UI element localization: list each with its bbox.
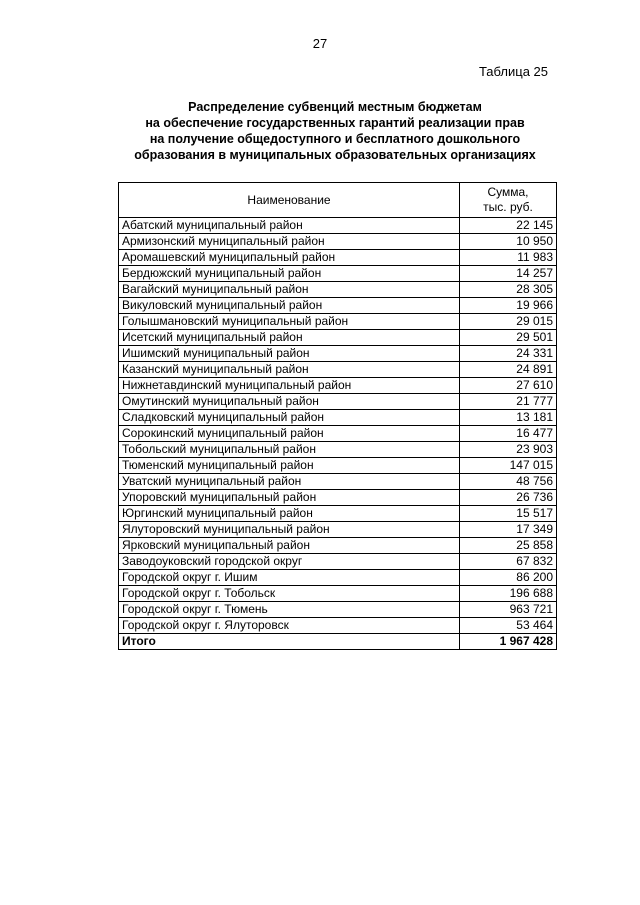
row-name-cell: Казанский муниципальный район bbox=[119, 362, 460, 378]
row-sum-cell: 196 688 bbox=[460, 586, 557, 602]
table-row bbox=[119, 506, 557, 522]
row-sum-cell: 11 983 bbox=[460, 250, 557, 266]
row-name-cell: Упоровский муниципальный район bbox=[119, 490, 460, 506]
row-name-cell: Ишимский муниципальный район bbox=[119, 346, 460, 362]
table-row bbox=[119, 410, 557, 426]
table-row bbox=[119, 346, 557, 362]
row-sum-cell: 26 736 bbox=[460, 490, 557, 506]
row-sum-cell: 23 903 bbox=[460, 442, 557, 458]
row-name-cell: Викуловский муниципальный район bbox=[119, 298, 460, 314]
table-row bbox=[119, 394, 557, 410]
table-row bbox=[119, 618, 557, 634]
table-row bbox=[119, 426, 557, 442]
table-row bbox=[119, 314, 557, 330]
row-name-cell: Городской округ г. Тюмень bbox=[119, 602, 460, 618]
row-sum-cell: 147 015 bbox=[460, 458, 557, 474]
row-sum-cell: 15 517 bbox=[460, 506, 557, 522]
row-sum-cell: 29 015 bbox=[460, 314, 557, 330]
subvention-table bbox=[118, 182, 557, 650]
title-line: Распределение субвенций местным бюджетам bbox=[188, 100, 482, 114]
table-row bbox=[119, 362, 557, 378]
row-name-cell: Бердюжский муниципальный район bbox=[119, 266, 460, 282]
total-row bbox=[119, 634, 557, 650]
title-line: на обеспечение государственных гарантий реализации прав bbox=[145, 116, 525, 130]
table-row bbox=[119, 266, 557, 282]
row-sum-cell: 21 777 bbox=[460, 394, 557, 410]
row-name-cell: Вагайский муниципальный район bbox=[119, 282, 460, 298]
header-sum-line: Сумма, bbox=[487, 185, 529, 199]
table-row bbox=[119, 298, 557, 314]
row-sum-cell: 17 349 bbox=[460, 522, 557, 538]
table-row bbox=[119, 474, 557, 490]
row-sum-cell: 19 966 bbox=[460, 298, 557, 314]
row-sum-cell: 48 756 bbox=[460, 474, 557, 490]
row-name-cell: Нижнетавдинский муниципальный район bbox=[119, 378, 460, 394]
table-row bbox=[119, 586, 557, 602]
row-sum-cell: 24 331 bbox=[460, 346, 557, 362]
title-line: образования в муниципальных образовательных организациях bbox=[134, 148, 536, 162]
table-body bbox=[119, 218, 557, 650]
row-name-cell: Сладковский муниципальный район bbox=[119, 410, 460, 426]
row-name-cell: Ярковский муниципальный район bbox=[119, 538, 460, 554]
row-sum-cell: 14 257 bbox=[460, 266, 557, 282]
table-row bbox=[119, 442, 557, 458]
title-line: на получение общедоступного и бесплатного дошкольного bbox=[149, 132, 521, 146]
row-sum-cell: 963 721 bbox=[460, 602, 557, 618]
table-row bbox=[119, 234, 557, 250]
header-name: Наименование bbox=[119, 183, 460, 218]
page-number: 27 bbox=[312, 36, 328, 51]
row-name-cell: Юргинский муниципальный район bbox=[119, 506, 460, 522]
table-row bbox=[119, 250, 557, 266]
row-name-cell: Городской округ г. Тобольск bbox=[119, 586, 460, 602]
table-row bbox=[119, 378, 557, 394]
table-row bbox=[119, 330, 557, 346]
header-sum-line: тыс. руб. bbox=[483, 200, 533, 214]
row-sum-cell: 27 610 bbox=[460, 378, 557, 394]
header-sum bbox=[460, 183, 557, 218]
row-name-cell: Уватский муниципальный район bbox=[119, 474, 460, 490]
row-name-cell: Тобольский муниципальный район bbox=[119, 442, 460, 458]
table-row bbox=[119, 522, 557, 538]
row-sum-cell: 13 181 bbox=[460, 410, 557, 426]
row-name-cell: Городской округ г. Ишим bbox=[119, 570, 460, 586]
row-sum-cell: 22 145 bbox=[460, 218, 557, 234]
row-sum-cell: 16 477 bbox=[460, 426, 557, 442]
row-name-cell: Исетский муниципальный район bbox=[119, 330, 460, 346]
total-label-cell: Итого bbox=[119, 634, 460, 650]
table-row bbox=[119, 490, 557, 506]
row-name-cell: Омутинский муниципальный район bbox=[119, 394, 460, 410]
row-name-cell: Заводоуковский городской округ bbox=[119, 554, 460, 570]
table-label: Таблица 25 bbox=[478, 64, 548, 79]
row-sum-cell: 67 832 bbox=[460, 554, 557, 570]
document-title bbox=[100, 99, 570, 163]
row-name-cell: Ялуторовский муниципальный район bbox=[119, 522, 460, 538]
row-sum-cell: 53 464 bbox=[460, 618, 557, 634]
row-sum-cell: 29 501 bbox=[460, 330, 557, 346]
row-sum-cell: 28 305 bbox=[460, 282, 557, 298]
total-sum-cell: 1 967 428 bbox=[460, 634, 557, 650]
table-header-row bbox=[119, 183, 557, 218]
table-row bbox=[119, 570, 557, 586]
table-row bbox=[119, 282, 557, 298]
table-row bbox=[119, 602, 557, 618]
row-name-cell: Сорокинский муниципальный район bbox=[119, 426, 460, 442]
row-sum-cell: 86 200 bbox=[460, 570, 557, 586]
row-sum-cell: 25 858 bbox=[460, 538, 557, 554]
row-name-cell: Абатский муниципальный район bbox=[119, 218, 460, 234]
table-row bbox=[119, 458, 557, 474]
table-row bbox=[119, 538, 557, 554]
row-name-cell: Тюменский муниципальный район bbox=[119, 458, 460, 474]
row-sum-cell: 24 891 bbox=[460, 362, 557, 378]
row-name-cell: Городской округ г. Ялуторовск bbox=[119, 618, 460, 634]
row-name-cell: Армизонский муниципальный район bbox=[119, 234, 460, 250]
row-name-cell: Аромашевский муниципальный район bbox=[119, 250, 460, 266]
row-name-cell: Голышмановский муниципальный район bbox=[119, 314, 460, 330]
row-sum-cell: 10 950 bbox=[460, 234, 557, 250]
table-row bbox=[119, 218, 557, 234]
table-row bbox=[119, 554, 557, 570]
